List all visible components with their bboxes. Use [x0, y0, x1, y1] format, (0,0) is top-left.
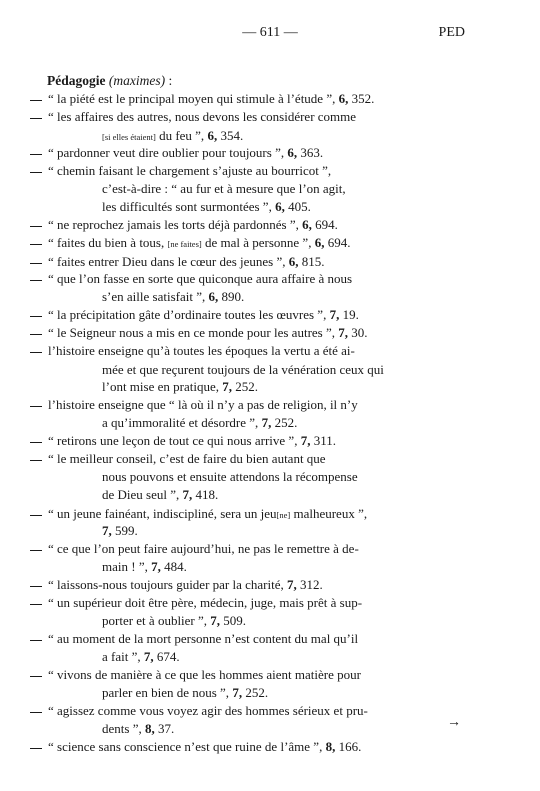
entry-text: “ pardonner veut dire oublier pour toujours ”,: [48, 145, 288, 160]
entry-text: 674.: [153, 649, 180, 664]
entry-line: [48, 666, 361, 684]
entry-text: “ les affaires des autres, nous devons les considérer comme: [48, 109, 357, 124]
entry-continuation-line: [102, 198, 311, 216]
entry-text: “ un jeune fainéant, indiscipliné, sera un jeu: [48, 506, 277, 521]
entry-line: [48, 234, 350, 253]
volume-reference: 7,: [151, 559, 161, 574]
entry-dash: [30, 515, 42, 516]
entry-text: 19.: [339, 307, 359, 322]
entry-text: s’en aille satisfait ”,: [102, 289, 209, 304]
entry-text: 599.: [111, 523, 138, 538]
entry-line: [48, 144, 323, 162]
volume-reference: 7,: [102, 523, 112, 538]
entry-text: “ que l’on fasse en sorte que quiconque aura affaire à nous: [48, 271, 353, 286]
entry-line: [48, 432, 336, 450]
entry-line: [48, 576, 323, 594]
entry-text: l’ont mise en pratique,: [102, 379, 223, 394]
volume-reference: 7,: [143, 649, 154, 664]
entry-dash: [30, 100, 42, 101]
entry-dash: [30, 712, 42, 713]
entry-continuation-line: [102, 361, 384, 379]
entry-continuation-line: [102, 522, 138, 540]
entry-dash: [30, 748, 42, 749]
entry-text: “ un supérieur doit être père, médecin, juge, mais prêt à sup-: [48, 595, 363, 610]
entry-line: [48, 450, 326, 468]
entry-text: de Dieu seul ”,: [102, 487, 183, 502]
entry-text: 311.: [310, 433, 336, 448]
entry-line: [48, 342, 355, 360]
volume-reference: 7,: [182, 487, 193, 502]
volume-reference: 7,: [338, 325, 348, 340]
entry-line: [48, 505, 367, 524]
entry-text: 815.: [298, 254, 325, 269]
entry-text: “ agissez comme vous voyez agir des hommes sérieux et pru-: [48, 703, 368, 718]
entry-text: 890.: [218, 289, 245, 304]
continuation-arrow-icon: →: [447, 715, 461, 730]
entry-text: dents ”,: [102, 721, 145, 736]
entry-text: 312.: [296, 577, 323, 592]
volume-reference: 6,: [288, 254, 299, 269]
entry-text: “ ce que l’on peut faire aujourd’hui, ne pas le remettre à de-: [48, 541, 359, 556]
entry-line: [48, 630, 358, 648]
entry-dash: [30, 640, 42, 641]
headword-qualifier: (maximes): [108, 73, 166, 88]
entry-dash: [30, 263, 42, 264]
editorial-insertion: [si elles étaient]: [102, 132, 156, 142]
volume-reference: 6,: [287, 145, 298, 160]
entry-line: [48, 108, 356, 126]
entry-dash: [30, 352, 42, 353]
entry-line: [48, 324, 368, 342]
entry-dash: [30, 334, 42, 335]
entry-text: “ la précipitation gâte d’ordinaire toutes les œuvres ”,: [48, 307, 330, 322]
entry-continuation-line: [102, 486, 218, 504]
entry-dash: [30, 406, 42, 407]
entry-text: 509.: [220, 613, 247, 628]
entry-text: 166.: [335, 739, 362, 754]
entry-text: a fait ”,: [102, 649, 144, 664]
entry-continuation-line: [102, 684, 268, 702]
volume-reference: 8,: [144, 721, 155, 736]
entry-text: 252.: [242, 685, 269, 700]
entry-text: du feu ”,: [155, 128, 208, 143]
entry-text: 694.: [324, 235, 351, 250]
volume-reference: 7,: [210, 613, 221, 628]
entry-dash: [30, 118, 42, 119]
entry-text: l’histoire enseigne que “ là où il n’y a pas de religion, il n’y: [48, 397, 358, 412]
volume-reference: 6,: [275, 199, 285, 214]
entry-dash: [30, 586, 42, 587]
page-number: — 611 —: [242, 25, 298, 40]
entry-text: 694.: [311, 217, 338, 232]
entry-text: “ faites du bien à tous,: [48, 235, 168, 250]
entry-text: “ vivons de manière à ce que les hommes aient matière pour: [48, 667, 361, 682]
entry-dash: [30, 460, 42, 461]
entry-dash: [30, 244, 42, 245]
entry-text: 418.: [192, 487, 219, 502]
volume-reference: 6,: [208, 289, 219, 304]
entry-text: 352.: [348, 91, 375, 106]
entry-text: 363.: [297, 145, 324, 160]
entry-line: [48, 162, 331, 180]
entry-text: main ! ”,: [102, 559, 152, 574]
entry-dash: [30, 442, 42, 443]
entry-text: parler en bien de nous ”,: [102, 685, 233, 700]
entry-text: les difficultés sont surmontées ”,: [102, 199, 276, 214]
volume-reference: 7,: [261, 415, 272, 430]
entry-text: 252.: [271, 415, 298, 430]
entry-line: [48, 594, 362, 612]
entry-dash: [30, 550, 42, 551]
entry-text: “ retirons une leçon de tout ce qui nous arrive ”,: [48, 433, 301, 448]
entry-continuation-line: [102, 180, 346, 198]
entry-text: mée et que reçurent toujours de la vénération ceux qui: [102, 362, 384, 377]
entry-text: “ la piété est le principal moyen qui stimule à l’étude ”,: [48, 91, 339, 106]
volume-reference: 8,: [325, 739, 336, 754]
volume-reference: 6,: [314, 235, 325, 250]
entry-text: de mal à personne ”,: [201, 235, 315, 250]
entry-dash: [30, 604, 42, 605]
entry-text: “ le Seigneur nous a mis en ce monde pour les autres ”,: [48, 325, 339, 340]
entry-text: 484.: [160, 559, 187, 574]
headword: Pédagogie: [47, 73, 106, 88]
entry-text: “ le meilleur conseil, c’est de faire du bien autant que: [48, 451, 326, 466]
editorial-insertion: [ne faites]: [167, 239, 202, 249]
volume-reference: 7,: [300, 433, 311, 448]
entry-text: c’est-à-dire : “ au fur et à mesure que l’on agit,: [102, 181, 346, 196]
entry-dash: [30, 280, 42, 281]
entry-text: 252.: [231, 379, 258, 394]
entry-dash: [30, 172, 42, 173]
entry-text: 354.: [217, 128, 244, 143]
entry-line: [48, 702, 368, 720]
entry-continuation-line: [102, 288, 244, 306]
entry-line: [48, 253, 325, 271]
entry-continuation-line: [102, 414, 297, 432]
volume-reference: 7,: [232, 685, 243, 700]
entry-line: [48, 738, 361, 756]
entry-text: 37.: [154, 721, 175, 736]
entry-dash: [30, 154, 42, 155]
volume-reference: 7,: [222, 379, 232, 394]
entry-line: [48, 270, 352, 288]
entry-text: 405.: [284, 199, 311, 214]
entry-line: [48, 216, 338, 234]
volume-reference: 7,: [287, 577, 297, 592]
entry-text: malheureux ”,: [290, 506, 368, 521]
entry-continuation-line: [102, 612, 246, 630]
entry-text: nous pouvons et ensuite attendons la récompense: [102, 469, 358, 484]
entry-text: “ faites entrer Dieu dans le cœur des jeunes ”,: [48, 254, 289, 269]
entry-line: [48, 306, 359, 324]
entry-text: 30.: [348, 325, 368, 340]
entry-continuation-line: [102, 378, 258, 396]
volume-reference: 6,: [207, 128, 218, 143]
entry-heading: [47, 73, 172, 89]
entry-dash: [30, 316, 42, 317]
entry-text: porter et à oublier ”,: [102, 613, 211, 628]
entry-continuation-line: [102, 720, 174, 738]
volume-reference: 7,: [329, 307, 340, 322]
entry-text: l’histoire enseigne qu’à toutes les époques la vertu a été ai-: [48, 343, 355, 358]
entry-line: [48, 90, 374, 108]
entry-continuation-line: [102, 558, 187, 576]
heading-colon: :: [165, 73, 173, 88]
entry-text: “ au moment de la mort personne n’est content du mal qu’il: [48, 631, 359, 646]
entry-dash: [30, 226, 42, 227]
entry-text: “ ne reprochez jamais les torts déjà pardonnés ”,: [48, 217, 303, 232]
entry-text: “ science sans conscience n’est que ruine de l’âme ”,: [48, 739, 326, 754]
editorial-insertion: [ne]: [276, 510, 291, 520]
entry-continuation-line: [102, 468, 358, 486]
volume-reference: 6,: [302, 217, 312, 232]
entry-text: “ chemin faisant le chargement s’ajuste au bourricot ”,: [48, 163, 332, 178]
running-head: PED: [438, 25, 465, 40]
entry-line: [48, 540, 359, 558]
volume-reference: 6,: [338, 91, 349, 106]
entry-text: a qu’immoralité et désordre ”,: [102, 415, 262, 430]
entry-line: [48, 396, 358, 414]
entry-continuation-line: [102, 648, 180, 666]
entry-dash: [30, 676, 42, 677]
entry-text: “ laissons-nous toujours guider par la charité,: [48, 577, 287, 592]
